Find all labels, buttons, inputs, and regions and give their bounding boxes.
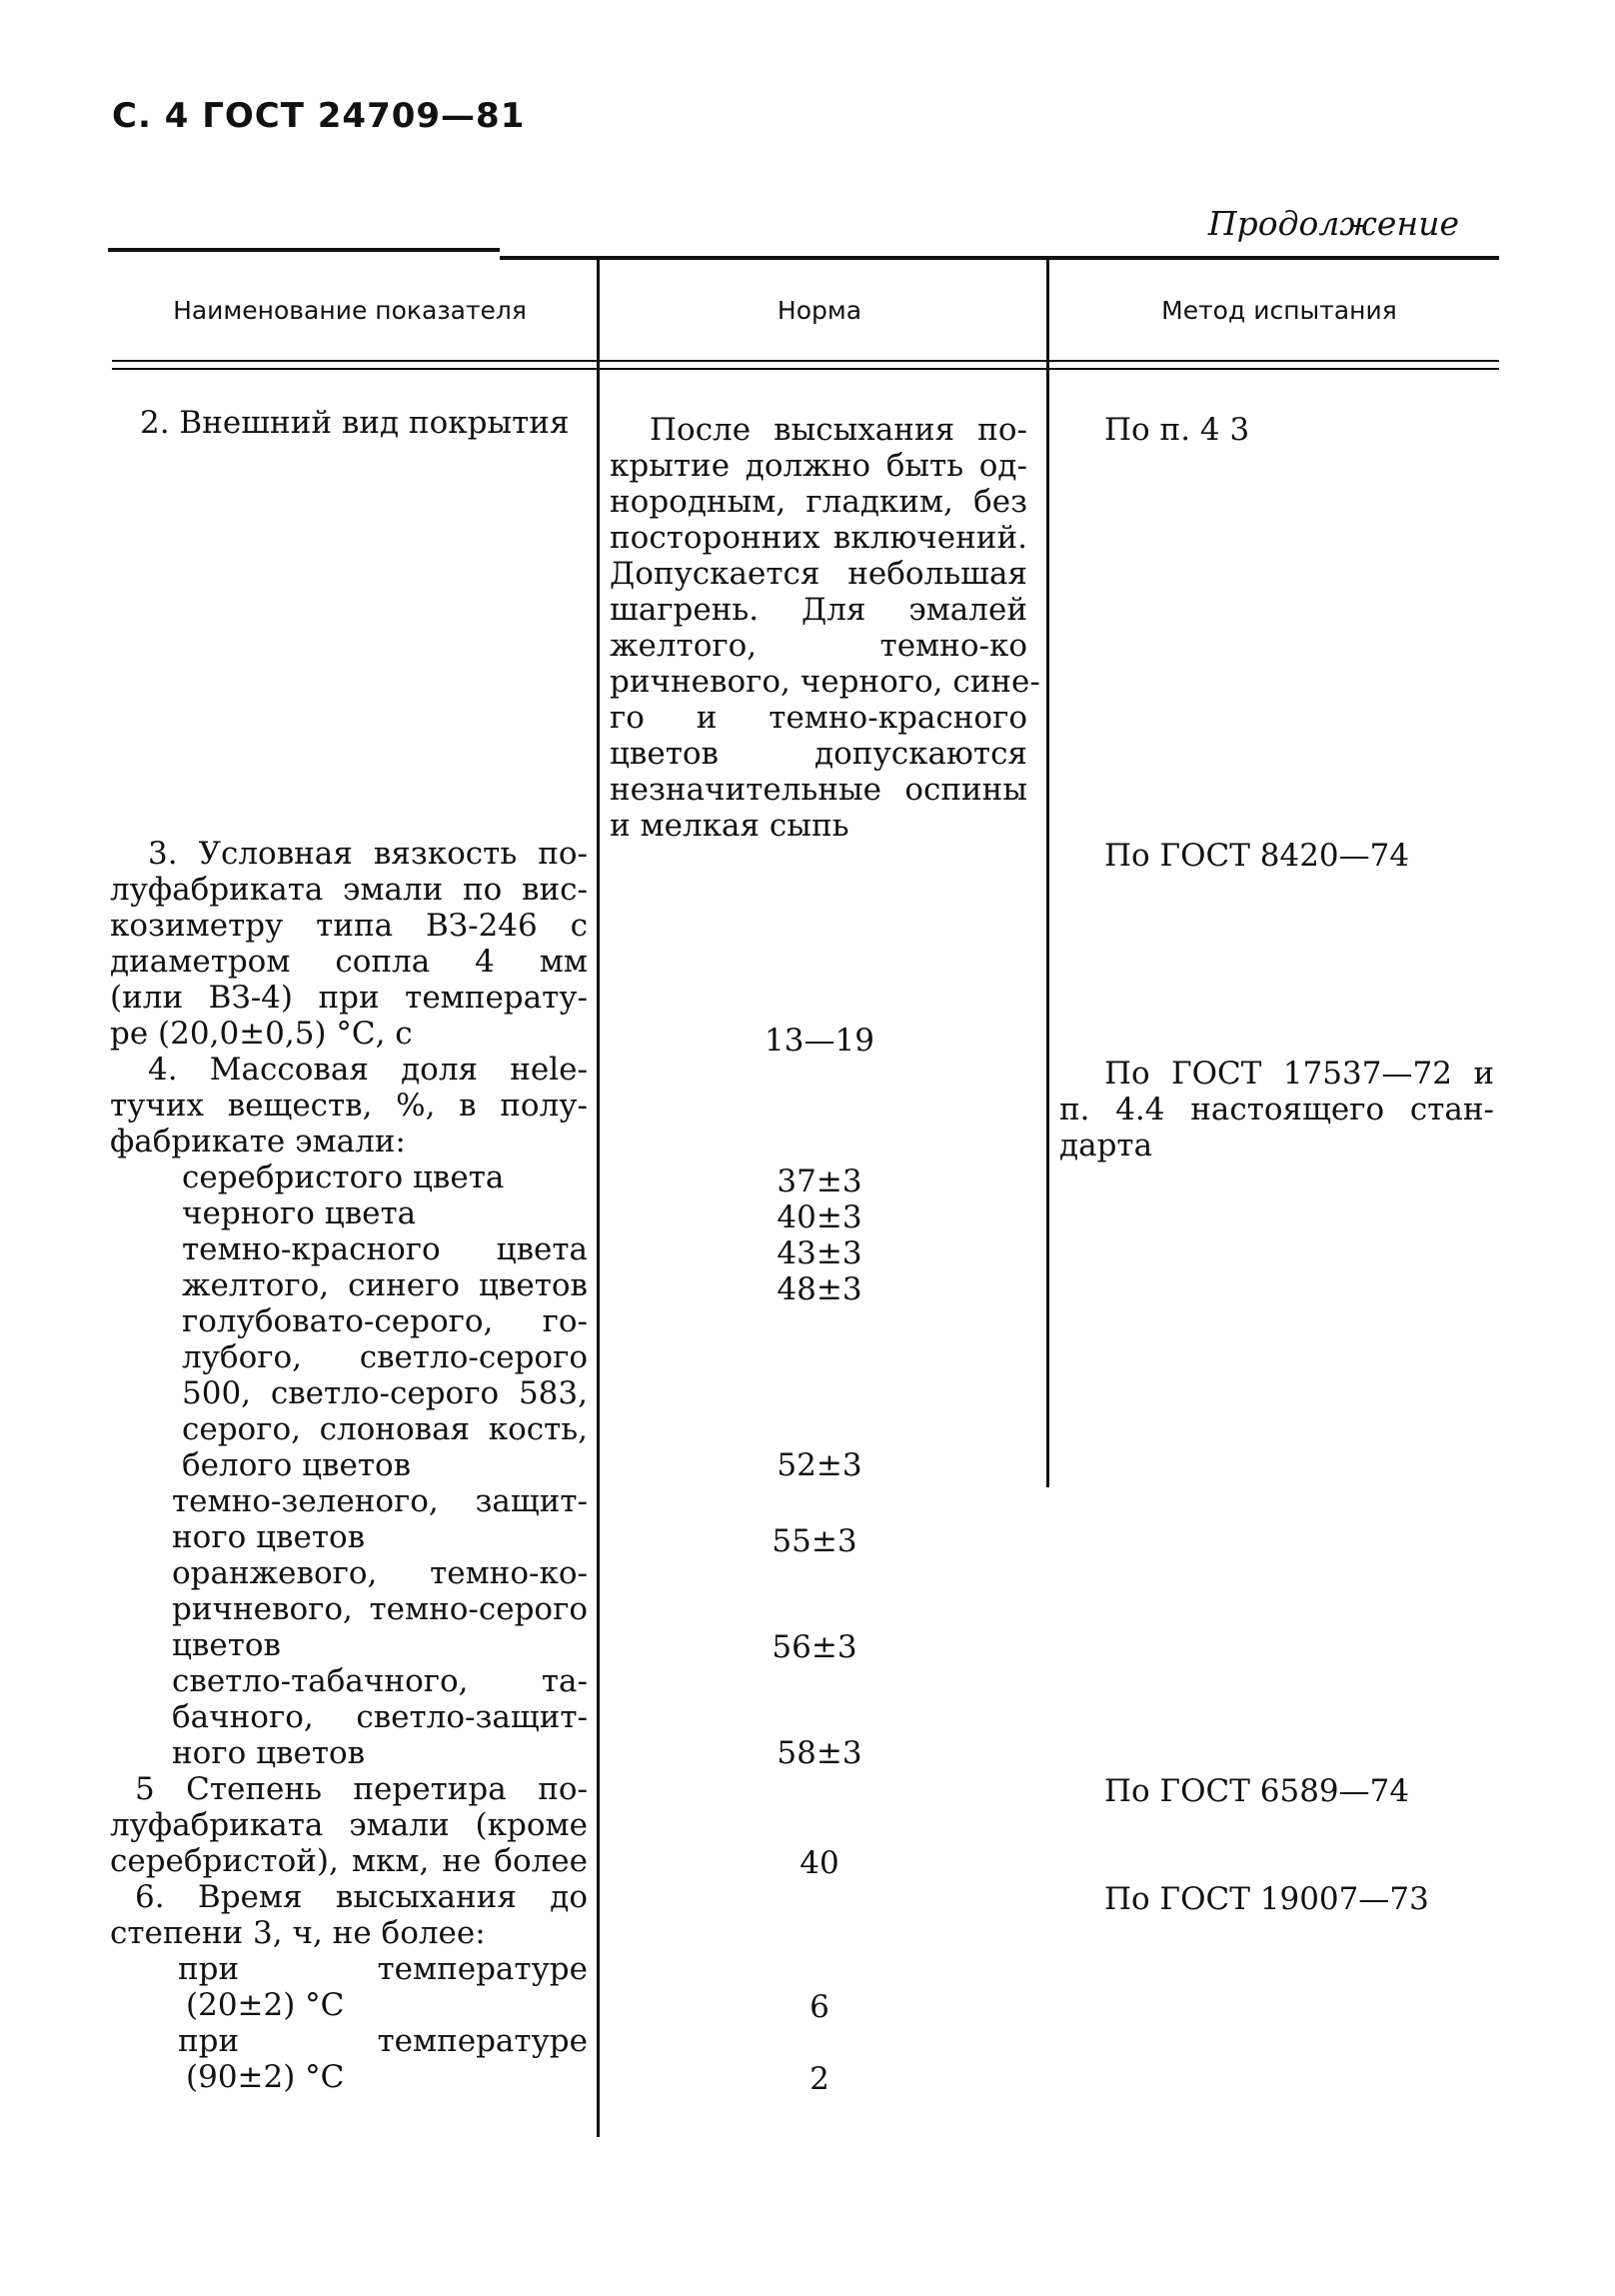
name-line: тучих веществ, %, в полу-	[110, 1088, 588, 1124]
sub-item-name: темно-зеленого, защит-	[172, 1483, 588, 1519]
column-header-method: Метод испытания	[1161, 296, 1397, 325]
row-5-method: По ГОСТ 6589—74	[1104, 1773, 1410, 1809]
method-line: По ГОСТ 17537—72 и	[1104, 1056, 1494, 1092]
sub-item-norm: 37±3	[777, 1163, 862, 1199]
sub-item-name: при температуре	[178, 1951, 588, 1987]
sub-item-name: желтого, синего цветов	[182, 1267, 588, 1303]
sub-item-name: голубовато-серого, го-	[182, 1303, 588, 1339]
norm-line: и мелкая сыпь	[610, 808, 849, 844]
norm-line: цветов допускаются	[610, 736, 1027, 772]
name-line: 3. Условная вязкость по-	[148, 836, 588, 872]
sub-item-norm: 58±3	[777, 1735, 862, 1771]
norm-line: го и темно-красного	[610, 700, 1027, 736]
name-line: ре (20,0±0,5) °С, с	[110, 1016, 413, 1052]
method-line: п. 4.4 настоящего стан-	[1059, 1092, 1494, 1128]
sub-item-name: белого цветов	[182, 1447, 412, 1483]
table-top-rule-right	[500, 256, 1499, 260]
sub-item-name: серого, слоновая кость,	[182, 1411, 588, 1447]
name-line: 5 Степень перетира по-	[135, 1771, 588, 1807]
row-2-name: 2. Внешний вид покрытия	[140, 405, 570, 441]
sub-item-name: ного цветов	[172, 1519, 366, 1555]
sub-item-name: ного цветов	[172, 1735, 366, 1771]
name-line: луфабриката эмали по вис-	[110, 872, 588, 908]
row-3-method: По ГОСТ 8420—74	[1104, 838, 1410, 874]
norm-line: желтого, темно-ко	[610, 628, 1027, 664]
row-5-norm: 40	[800, 1845, 839, 1881]
norm-line: незначительные оспины	[610, 772, 1027, 808]
sub-item-name: ричневого, темно-серого	[172, 1591, 588, 1627]
name-line: 6. Время высыхания до	[135, 1879, 588, 1915]
sub-item-norm: 52±3	[777, 1447, 862, 1483]
norm-line: ричневого, черного, сине-	[610, 664, 1040, 700]
norm-line: посторонних включений.	[610, 520, 1027, 556]
norm-line: шагрень. Для эмалей	[610, 592, 1027, 628]
name-line: серебристой), мкм, не более	[110, 1843, 588, 1879]
name-line: диаметром сопла 4 мм	[110, 944, 588, 980]
sub-item-norm: 6	[809, 1989, 829, 2025]
method-line: дарта	[1059, 1128, 1153, 1163]
row-2-method: По п. 4 3	[1104, 412, 1250, 448]
name-line: луфабриката эмали (кроме	[110, 1807, 588, 1843]
norm-line: Допускается небольшая	[610, 556, 1027, 592]
column-header-norm: Норма	[777, 296, 862, 325]
sub-item-name: серебристого цвета	[182, 1159, 505, 1195]
sub-item-name: черного цвета	[182, 1195, 417, 1231]
norm-line: крытие должно быть од-	[610, 448, 1027, 484]
sub-item-norm: 40±3	[777, 1199, 862, 1235]
table-top-rule	[108, 248, 500, 252]
name-line: козиметру типа ВЗ-246 с	[110, 908, 588, 944]
sub-item-name: светло-табачного, та-	[172, 1663, 588, 1699]
sub-item-name: темно-красного цвета	[182, 1231, 588, 1267]
sub-item-norm: 48±3	[777, 1271, 862, 1307]
sub-item-name: (90±2) °С	[186, 2059, 345, 2095]
column-divider-1	[597, 258, 600, 2137]
sub-item-name: оранжевого, темно-ко-	[172, 1555, 588, 1591]
sub-item-name: (20±2) °С	[186, 1987, 345, 2023]
sub-item-name: бачного, светло-защит-	[172, 1699, 588, 1735]
sub-item-name: лубого, светло-серого	[182, 1339, 588, 1375]
continuation-label: Продолжение	[1207, 204, 1459, 243]
sub-item-norm: 43±3	[777, 1235, 862, 1271]
header-bottom-rule-2	[112, 368, 1499, 370]
sub-item-name: цветов	[172, 1627, 281, 1663]
sub-item-name: 500, светло-серого 583,	[182, 1375, 588, 1411]
sub-item-norm: 55±3	[772, 1523, 857, 1559]
sub-item-norm: 56±3	[772, 1629, 857, 1665]
norm-line: После высыхания по-	[650, 412, 1027, 448]
name-line: степени 3, ч, не более:	[110, 1915, 486, 1951]
name-line: фабрикате эмали:	[110, 1124, 406, 1159]
column-divider-2	[1046, 258, 1049, 1487]
sub-item-norm: 2	[809, 2061, 829, 2097]
page-header: С. 4 ГОСТ 24709—81	[112, 96, 526, 136]
row-6-method: По ГОСТ 19007—73	[1104, 1881, 1429, 1917]
column-header-name: Наименование показателя	[173, 296, 527, 325]
norm-line: нородным, гладким, без	[610, 484, 1027, 520]
row-3-norm: 13—19	[765, 1023, 874, 1059]
name-line: (или ВЗ-4) при температу-	[110, 980, 588, 1016]
name-line: 4. Массовая доля нele-	[148, 1052, 588, 1088]
sub-item-name: при температуре	[178, 2023, 588, 2059]
header-bottom-rule	[112, 360, 1499, 362]
